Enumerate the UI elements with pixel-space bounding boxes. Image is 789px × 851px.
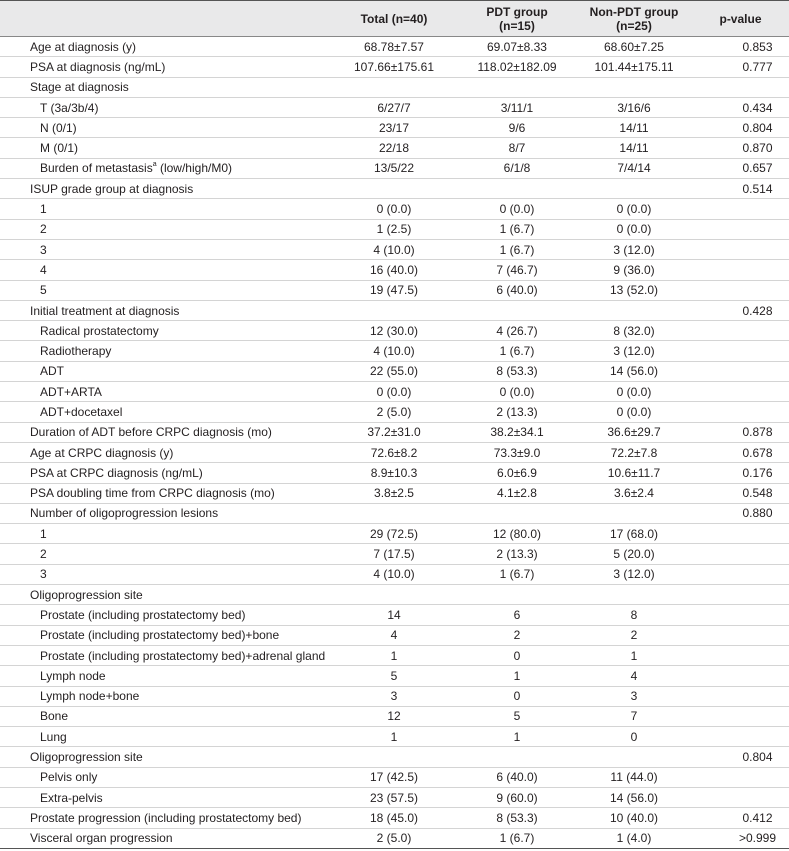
cell-pvalue bbox=[692, 686, 789, 706]
header-row bbox=[0, 1, 789, 37]
table-row bbox=[0, 706, 789, 726]
table-row bbox=[0, 625, 789, 645]
cell-pvalue: 0.428 bbox=[742, 303, 773, 318]
row-label: Radiotherapy bbox=[40, 344, 112, 359]
cell-nonpdt: 3 (12.0) bbox=[613, 567, 655, 582]
cell-pvalue bbox=[692, 239, 789, 259]
row-label: 2 bbox=[40, 222, 47, 237]
cell-nonpdt: 4 bbox=[630, 668, 638, 683]
row-label: ISUP grade group at diagnosis bbox=[30, 181, 194, 196]
table-row bbox=[0, 382, 789, 402]
row-label: Extra-pelvis bbox=[40, 790, 103, 805]
cell-pdt bbox=[458, 747, 576, 767]
cell-total: 23 (57.5) bbox=[369, 790, 419, 805]
cell-total: 4 (10.0) bbox=[373, 242, 415, 257]
cell-pvalue bbox=[692, 199, 789, 219]
table-row bbox=[0, 321, 789, 341]
table-row bbox=[0, 524, 789, 544]
cell-nonpdt: 17 (68.0) bbox=[609, 526, 659, 541]
cell-pvalue bbox=[692, 625, 789, 645]
table-row bbox=[0, 666, 789, 686]
cell-pvalue: 0.434 bbox=[742, 100, 773, 115]
cell-pvalue: >0.999 bbox=[738, 831, 777, 846]
cell-pdt bbox=[458, 77, 576, 97]
cell-total: 12 bbox=[387, 709, 401, 724]
cell-pvalue bbox=[692, 219, 789, 239]
cell-pdt: 0 (0.0) bbox=[499, 202, 535, 217]
cell-pvalue bbox=[692, 77, 789, 97]
table-row bbox=[0, 787, 789, 807]
row-label: 2 bbox=[40, 547, 47, 562]
cell-pdt: 8 (53.3) bbox=[496, 364, 538, 379]
cell-total: 13/5/22 bbox=[373, 161, 415, 176]
cell-pdt: 5 bbox=[513, 709, 521, 724]
cell-pvalue bbox=[692, 361, 789, 381]
cell-pdt: 0 (0.0) bbox=[499, 384, 535, 399]
cell-total bbox=[330, 77, 458, 97]
header-nonpdt-line2: (n=25) bbox=[616, 18, 652, 33]
cell-pvalue bbox=[692, 645, 789, 665]
row-label: Lung bbox=[40, 729, 67, 744]
cell-pdt: 8 (53.3) bbox=[496, 810, 538, 825]
table-row bbox=[0, 808, 789, 828]
table-row bbox=[0, 37, 789, 57]
cell-total bbox=[330, 503, 458, 523]
cell-total: 14 bbox=[387, 607, 401, 622]
cell-pdt: 1 bbox=[513, 729, 521, 744]
table-row bbox=[0, 219, 789, 239]
cell-total: 5 bbox=[390, 668, 398, 683]
header-pvalue: p-value bbox=[719, 11, 762, 26]
cell-pdt: 12 (80.0) bbox=[492, 526, 542, 541]
cell-pvalue: 0.777 bbox=[742, 59, 773, 74]
cell-nonpdt: 14/11 bbox=[619, 141, 649, 156]
cell-nonpdt: 8 bbox=[630, 607, 638, 622]
row-label: Prostate (including prostatectomy bed)+adrenal gland bbox=[40, 648, 326, 663]
cell-pvalue bbox=[692, 280, 789, 300]
cell-pvalue bbox=[692, 706, 789, 726]
cell-pdt: 7 (46.7) bbox=[496, 262, 538, 277]
table-row bbox=[0, 564, 789, 584]
cell-pvalue bbox=[692, 564, 789, 584]
cell-pvalue: 0.548 bbox=[742, 486, 773, 501]
cell-pdt: 6 (40.0) bbox=[496, 770, 538, 785]
header-variable bbox=[0, 1, 330, 37]
table-row bbox=[0, 747, 789, 767]
cell-total: 72.6±8.2 bbox=[370, 445, 418, 460]
table-row bbox=[0, 645, 789, 665]
cell-total: 17 (42.5) bbox=[369, 770, 419, 785]
cell-total: 23/17 bbox=[378, 120, 410, 135]
cell-pvalue bbox=[692, 666, 789, 686]
cell-total: 18 (45.0) bbox=[369, 810, 419, 825]
row-label: PSA at CRPC diagnosis (ng/mL) bbox=[30, 465, 203, 480]
row-label: Age at diagnosis (y) bbox=[30, 39, 137, 54]
cell-pdt: 2 bbox=[513, 628, 521, 643]
cell-pdt: 9/6 bbox=[508, 120, 526, 135]
cell-pdt: 8/7 bbox=[508, 141, 526, 156]
cell-total: 6/27/7 bbox=[377, 100, 411, 115]
cell-pvalue: 0.657 bbox=[742, 161, 773, 176]
cell-total: 37.2±31.0 bbox=[367, 425, 421, 440]
header-nonpdt-line1: Non-PDT group bbox=[589, 4, 679, 19]
cell-nonpdt bbox=[576, 300, 692, 320]
row-label: Lymph node bbox=[40, 668, 106, 683]
cell-nonpdt: 3/16/6 bbox=[617, 100, 651, 115]
cell-pdt: 1 (6.7) bbox=[499, 831, 535, 846]
cell-pdt: 69.07±8.33 bbox=[487, 39, 547, 54]
cell-pdt: 1 (6.7) bbox=[499, 222, 535, 237]
cell-pvalue bbox=[692, 727, 789, 747]
row-label: ADT+ARTA bbox=[40, 384, 102, 399]
cell-nonpdt: 0 (0.0) bbox=[616, 404, 652, 419]
cell-pdt: 1 (6.7) bbox=[499, 242, 535, 257]
cell-pvalue: 0.880 bbox=[742, 506, 773, 521]
cell-nonpdt: 14/11 bbox=[619, 120, 649, 135]
cell-total bbox=[330, 179, 458, 199]
cell-pvalue: 0.514 bbox=[742, 181, 773, 196]
table-row bbox=[0, 686, 789, 706]
table-row bbox=[0, 585, 789, 605]
cell-pdt: 1 bbox=[513, 668, 521, 683]
table-row bbox=[0, 727, 789, 747]
table-row bbox=[0, 767, 789, 787]
row-label: PSA doubling time from CRPC diagnosis (mo) bbox=[30, 486, 275, 501]
cell-total: 7 (17.5) bbox=[373, 547, 415, 562]
cell-nonpdt: 0 (0.0) bbox=[616, 222, 652, 237]
cell-total bbox=[330, 747, 458, 767]
cell-pdt bbox=[458, 300, 576, 320]
row-label: Age at CRPC diagnosis (y) bbox=[30, 445, 174, 460]
cell-total: 2 (5.0) bbox=[376, 831, 412, 846]
row-label: 1 bbox=[40, 526, 47, 541]
cell-pvalue bbox=[692, 544, 789, 564]
table-row bbox=[0, 828, 789, 848]
table-row bbox=[0, 138, 789, 158]
row-label: 4 bbox=[40, 262, 47, 277]
row-label: 3 bbox=[40, 242, 47, 257]
row-label: Prostate (including prostatectomy bed)+bone bbox=[40, 628, 280, 643]
row-label: Stage at diagnosis bbox=[30, 80, 129, 95]
table-row bbox=[0, 402, 789, 422]
cell-nonpdt: 72.2±7.8 bbox=[610, 445, 658, 460]
table-row bbox=[0, 57, 789, 77]
row-label: ADT bbox=[40, 364, 64, 379]
table-row bbox=[0, 544, 789, 564]
cell-pvalue bbox=[692, 524, 789, 544]
row-label bbox=[0, 158, 330, 178]
row-label: 5 bbox=[40, 283, 47, 298]
footnote-marker: a bbox=[152, 161, 157, 169]
cell-total: 2 (5.0) bbox=[376, 404, 412, 419]
cell-pvalue bbox=[692, 321, 789, 341]
table-row bbox=[0, 199, 789, 219]
table-row bbox=[0, 361, 789, 381]
cell-pvalue bbox=[692, 382, 789, 402]
cell-pdt: 1 (6.7) bbox=[499, 567, 535, 582]
row-label: 1 bbox=[40, 202, 47, 217]
header-pdt-line2: (n=15) bbox=[499, 18, 535, 33]
cell-pdt: 0 bbox=[513, 689, 521, 704]
cell-pvalue: 0.804 bbox=[742, 750, 773, 765]
table-row bbox=[0, 97, 789, 117]
cell-nonpdt: 3 bbox=[630, 689, 638, 704]
cell-total: 1 bbox=[390, 729, 398, 744]
cell-nonpdt bbox=[576, 179, 692, 199]
cell-nonpdt bbox=[576, 77, 692, 97]
cell-pdt: 38.2±34.1 bbox=[490, 425, 544, 440]
cell-nonpdt: 10 (40.0) bbox=[609, 810, 659, 825]
table-body bbox=[0, 37, 789, 849]
cell-total: 1 bbox=[390, 648, 398, 663]
table-row bbox=[0, 300, 789, 320]
cell-total bbox=[330, 300, 458, 320]
row-label: Duration of ADT before CRPC diagnosis (mo) bbox=[30, 425, 272, 440]
cell-total: 1 (2.5) bbox=[376, 222, 412, 237]
cell-pvalue bbox=[692, 767, 789, 787]
row-label: ADT+docetaxel bbox=[40, 404, 123, 419]
cell-pdt bbox=[458, 503, 576, 523]
row-label: Number of oligoprogression lesions bbox=[30, 506, 219, 521]
header-pdt-line1: PDT group bbox=[486, 4, 548, 19]
row-label: N (0/1) bbox=[40, 120, 77, 135]
row-label-text: Burden of metastasis bbox=[40, 161, 153, 176]
cell-pvalue: 0.804 bbox=[742, 120, 773, 135]
cell-nonpdt: 7 bbox=[630, 709, 638, 724]
table-row bbox=[0, 260, 789, 280]
row-label: Radical prostatectomy bbox=[40, 323, 159, 338]
header-total: Total (n=40) bbox=[360, 11, 428, 26]
cell-pvalue bbox=[692, 402, 789, 422]
cell-pdt bbox=[458, 179, 576, 199]
cell-pdt: 9 (60.0) bbox=[496, 790, 538, 805]
table-row bbox=[0, 503, 789, 523]
cell-pvalue bbox=[692, 341, 789, 361]
cell-nonpdt: 2 bbox=[630, 628, 638, 643]
row-label: PSA at diagnosis (ng/mL) bbox=[30, 59, 166, 74]
cell-total: 22 (55.0) bbox=[369, 364, 419, 379]
table-header bbox=[0, 1, 789, 37]
cell-nonpdt: 36.6±29.7 bbox=[607, 425, 661, 440]
cell-pdt: 4 (26.7) bbox=[496, 323, 538, 338]
cell-total bbox=[330, 585, 458, 605]
row-label: Prostate (including prostatectomy bed) bbox=[40, 607, 246, 622]
cell-nonpdt: 10.6±11.7 bbox=[607, 465, 661, 480]
table-row bbox=[0, 442, 789, 462]
table-row bbox=[0, 463, 789, 483]
row-label-suffix: (low/high/M0) bbox=[156, 161, 232, 176]
cell-total: 4 bbox=[390, 628, 398, 643]
cell-pdt: 0 bbox=[513, 648, 521, 663]
cell-pvalue: 0.412 bbox=[742, 810, 773, 825]
cell-total: 3 bbox=[390, 689, 398, 704]
cell-pdt: 3/11/1 bbox=[500, 100, 534, 115]
cell-nonpdt: 5 (20.0) bbox=[613, 547, 655, 562]
cell-nonpdt: 101.44±175.11 bbox=[594, 59, 674, 74]
cell-pdt bbox=[458, 585, 576, 605]
cell-total: 4 (10.0) bbox=[373, 344, 415, 359]
cell-pvalue: 0.853 bbox=[742, 39, 773, 54]
row-label: M (0/1) bbox=[40, 141, 79, 156]
row-label: 3 bbox=[40, 567, 47, 582]
cell-pdt: 2 (13.3) bbox=[496, 404, 538, 419]
cell-nonpdt: 3 (12.0) bbox=[613, 242, 655, 257]
header-nonpdt bbox=[576, 1, 692, 37]
cell-nonpdt: 3.6±2.4 bbox=[614, 486, 654, 501]
cell-pvalue: 0.870 bbox=[742, 141, 773, 156]
table-row bbox=[0, 422, 789, 442]
table-row bbox=[0, 179, 789, 199]
cell-pdt: 118.02±182.09 bbox=[477, 59, 557, 74]
row-label: Prostate progression (including prostatectomy bed) bbox=[30, 810, 302, 825]
cell-pdt: 2 (13.3) bbox=[496, 547, 538, 562]
cell-nonpdt: 14 (56.0) bbox=[609, 364, 659, 379]
cell-total: 0 (0.0) bbox=[376, 202, 412, 217]
cell-pvalue: 0.176 bbox=[742, 465, 773, 480]
row-label: T (3a/3b/4) bbox=[40, 100, 99, 115]
cell-nonpdt: 0 (0.0) bbox=[616, 202, 652, 217]
cell-total: 16 (40.0) bbox=[369, 262, 419, 277]
cell-nonpdt bbox=[576, 747, 692, 767]
header-pdt bbox=[458, 1, 576, 37]
table-row bbox=[0, 605, 789, 625]
cell-pvalue bbox=[692, 585, 789, 605]
cell-total: 68.78±7.57 bbox=[364, 39, 424, 54]
cell-pvalue bbox=[692, 787, 789, 807]
cell-total: 0 (0.0) bbox=[376, 384, 412, 399]
cell-total: 22/18 bbox=[378, 141, 410, 156]
cell-total: 29 (72.5) bbox=[369, 526, 419, 541]
cell-nonpdt bbox=[576, 503, 692, 523]
table-row bbox=[0, 118, 789, 138]
table-row bbox=[0, 341, 789, 361]
cell-total: 4 (10.0) bbox=[373, 567, 415, 582]
cell-nonpdt: 13 (52.0) bbox=[609, 283, 659, 298]
cell-total: 12 (30.0) bbox=[369, 323, 419, 338]
cell-pdt: 6 bbox=[513, 607, 521, 622]
cell-pdt: 73.3±9.0 bbox=[493, 445, 541, 460]
cell-total: 19 (47.5) bbox=[369, 283, 419, 298]
row-label: Oligoprogression site bbox=[30, 587, 143, 602]
cell-pvalue: 0.678 bbox=[742, 445, 773, 460]
cell-nonpdt: 68.60±7.25 bbox=[604, 39, 664, 54]
cell-nonpdt: 0 bbox=[630, 729, 638, 744]
cell-nonpdt: 0 (0.0) bbox=[616, 384, 652, 399]
cell-total: 3.8±2.5 bbox=[374, 486, 414, 501]
table-row bbox=[0, 158, 789, 178]
cell-nonpdt: 14 (56.0) bbox=[609, 790, 659, 805]
cell-pdt: 6.0±6.9 bbox=[497, 465, 537, 480]
cell-pdt: 6/1/8 bbox=[503, 161, 531, 176]
cell-nonpdt: 8 (32.0) bbox=[613, 323, 655, 338]
cell-pdt: 1 (6.7) bbox=[499, 344, 535, 359]
cell-pvalue: 0.878 bbox=[742, 425, 773, 440]
cell-total: 8.9±10.3 bbox=[370, 465, 418, 480]
cell-nonpdt bbox=[576, 585, 692, 605]
cell-pdt: 6 (40.0) bbox=[496, 283, 538, 298]
cell-nonpdt: 9 (36.0) bbox=[613, 262, 655, 277]
cell-nonpdt: 11 (44.0) bbox=[610, 770, 658, 785]
row-label: Oligoprogression site bbox=[30, 750, 143, 765]
table-row bbox=[0, 239, 789, 259]
cell-pvalue bbox=[692, 260, 789, 280]
table-row bbox=[0, 280, 789, 300]
row-label: Visceral organ progression bbox=[30, 831, 173, 846]
cell-nonpdt: 7/4/14 bbox=[617, 161, 651, 176]
cell-nonpdt: 1 bbox=[630, 648, 638, 663]
row-label: Bone bbox=[40, 709, 69, 724]
row-label: Lymph node+bone bbox=[40, 689, 140, 704]
row-label: Pelvis only bbox=[40, 770, 98, 785]
cell-total: 107.66±175.61 bbox=[354, 59, 434, 74]
table-row bbox=[0, 483, 789, 503]
cell-pvalue bbox=[692, 605, 789, 625]
cell-pdt: 4.1±2.8 bbox=[497, 486, 537, 501]
cell-nonpdt: 3 (12.0) bbox=[613, 344, 655, 359]
cell-nonpdt: 1 (4.0) bbox=[616, 831, 652, 846]
table-row bbox=[0, 77, 789, 97]
row-label: Initial treatment at diagnosis bbox=[30, 303, 180, 318]
